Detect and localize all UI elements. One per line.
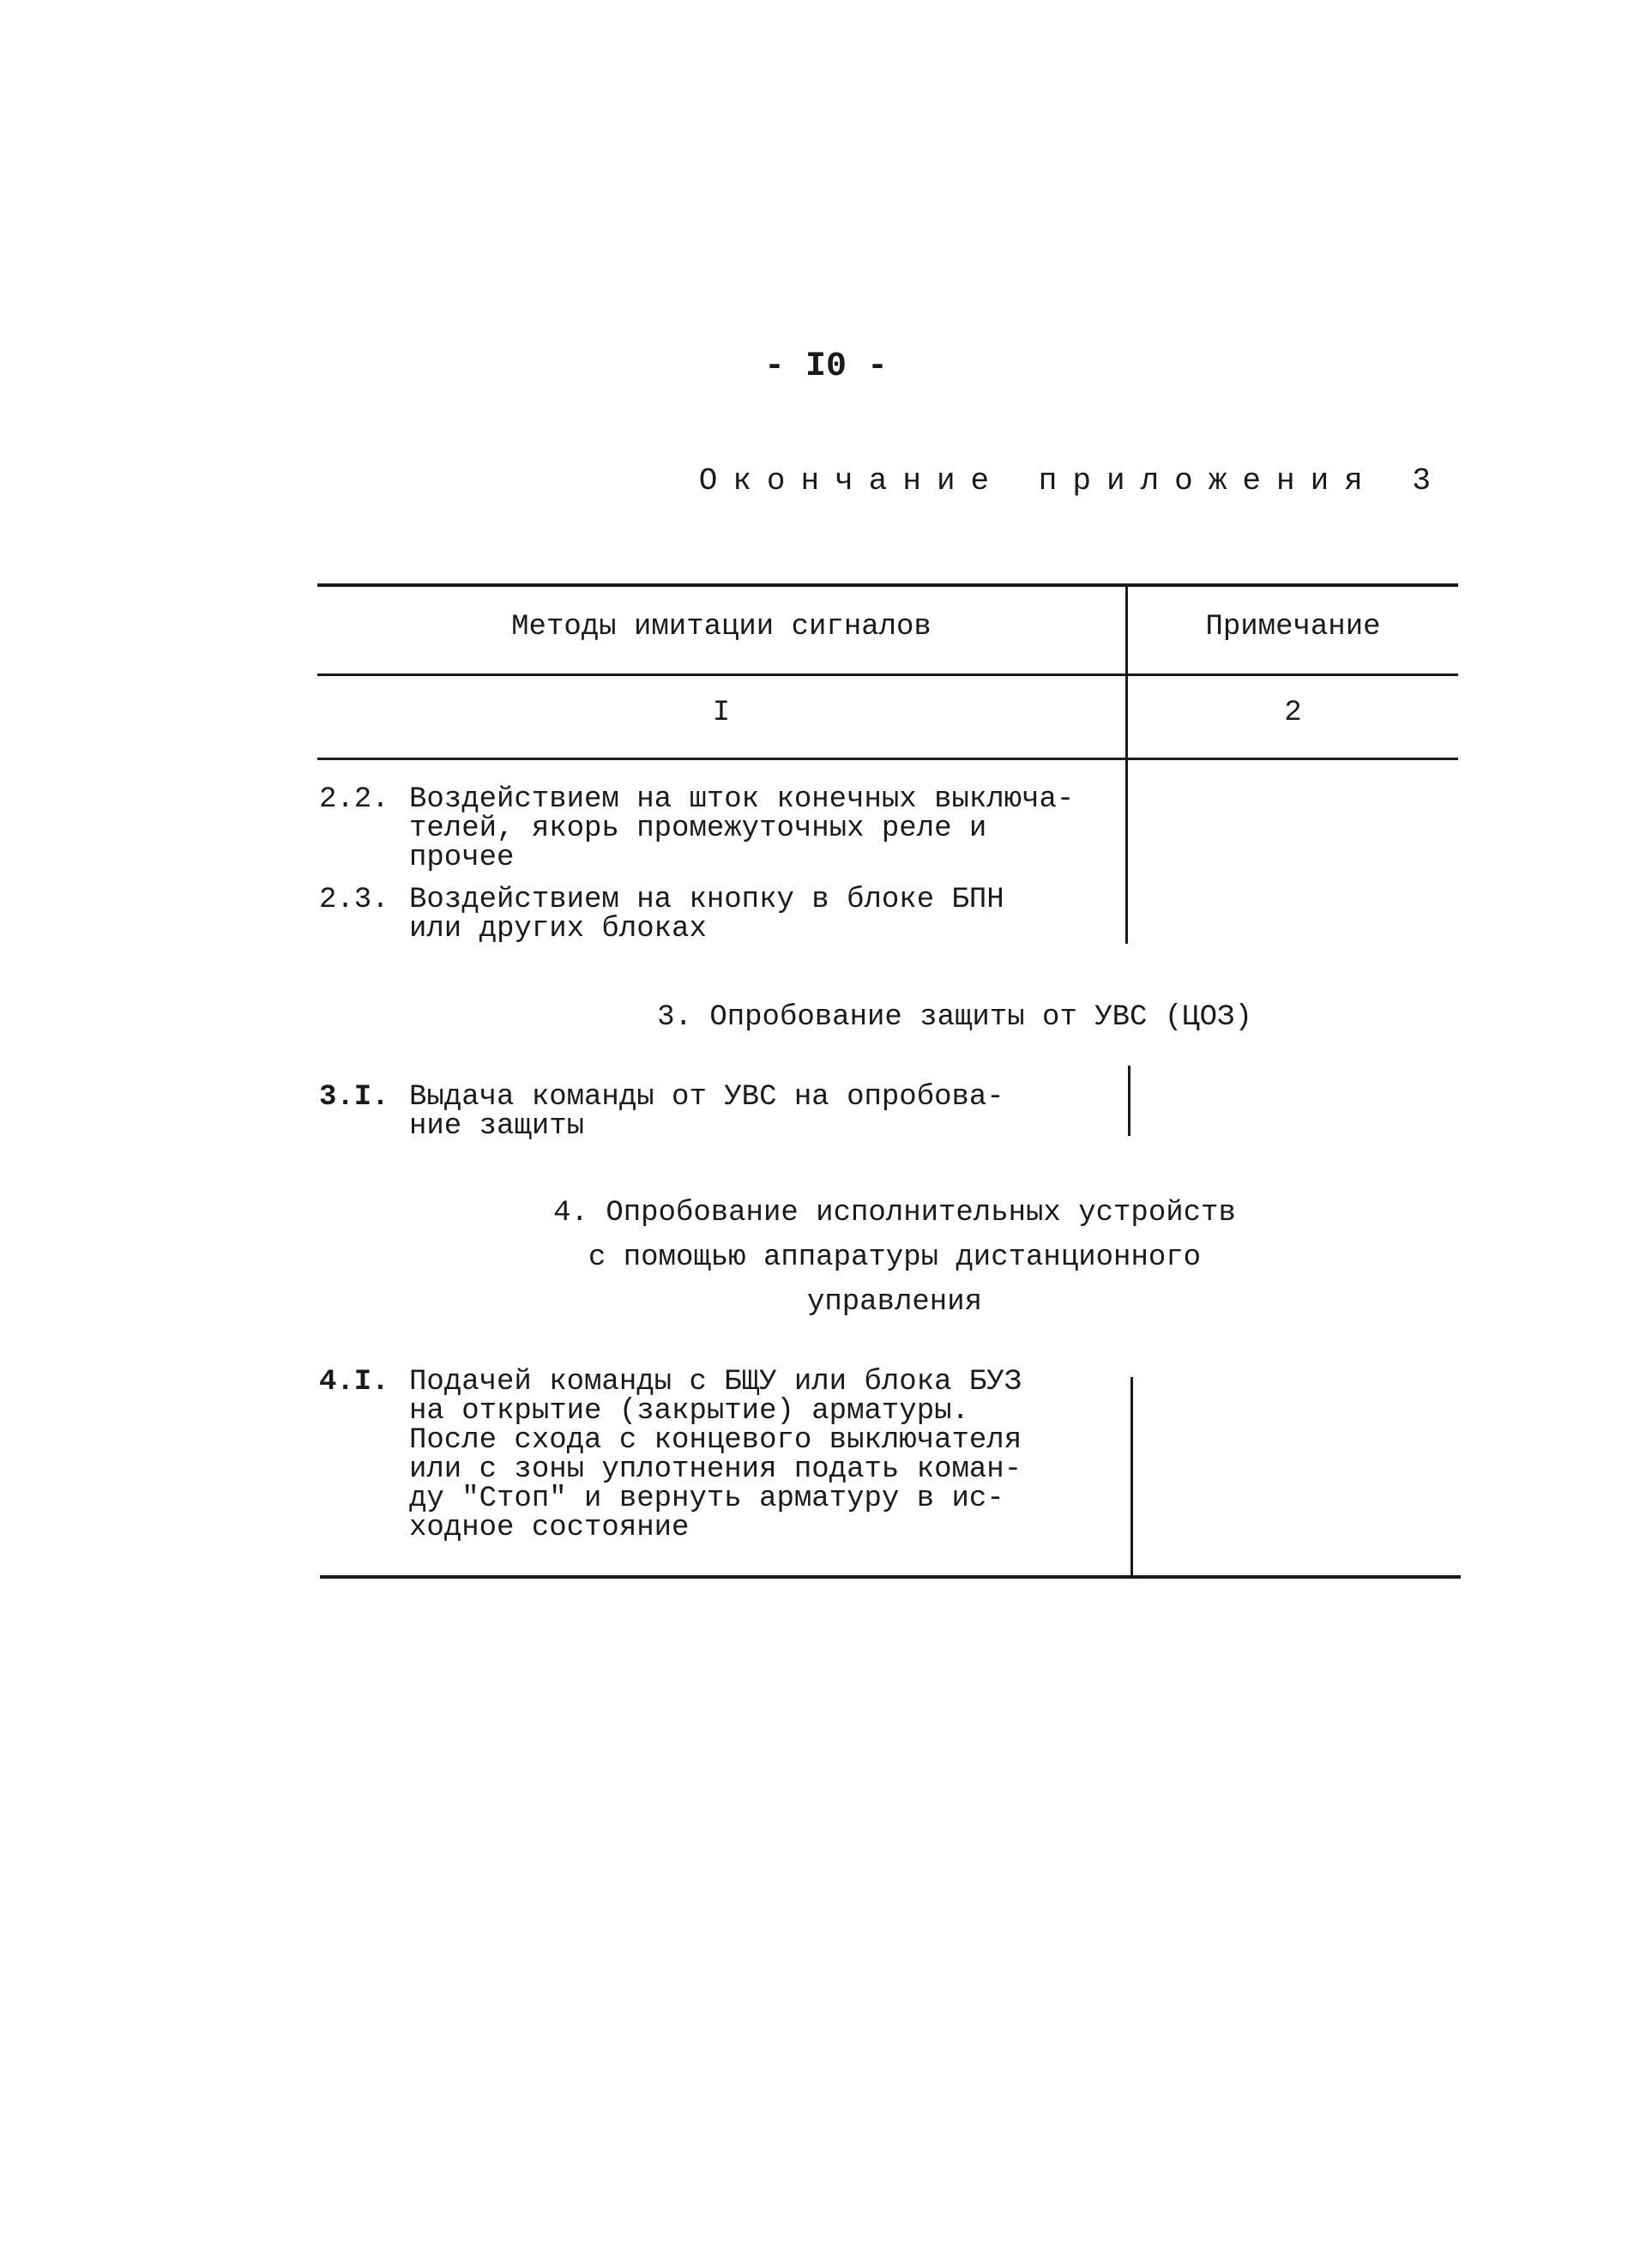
table-top-rule [317, 583, 1458, 587]
item-text: или с зоны уплотнения подать коман- [409, 1453, 1022, 1486]
item-text: ду "Стоп" и вернуть арматуру в ис- [409, 1483, 1004, 1515]
header-methods: Методы имитации сигналов [511, 611, 932, 643]
item-text: Воздействием на кнопку в блоке БПН [409, 884, 1004, 916]
list-item [319, 885, 1004, 944]
list-item [319, 1083, 1004, 1141]
item-number: 2.3. [319, 884, 389, 916]
item-number: 4.I. [319, 1366, 389, 1398]
appendix-title: Окончание приложения 3 [698, 463, 1446, 498]
list-item [319, 1368, 1022, 1543]
section-heading-3: 3. Опробование защиты от УВС (ЦОЗ) [657, 1001, 1252, 1034]
column-divider [1130, 1377, 1133, 1577]
column-number-2: 2 [1284, 697, 1302, 729]
table-numbers-rule [317, 758, 1458, 760]
item-text: Выдача команды от УВС на опробова- [409, 1081, 1004, 1114]
section-heading-4: 4. Опробование исполнительных устройств с помощью аппаратуры дистанционного управления [553, 1197, 1236, 1319]
item-text: ходное состояние [409, 1512, 690, 1544]
table-bottom-rule [320, 1575, 1461, 1579]
header-note: Примечание [1205, 611, 1381, 643]
column-divider [1128, 1066, 1130, 1136]
list-item [319, 785, 1074, 873]
item-text: После схода с концевого выключателя [409, 1424, 1022, 1457]
item-text: ние защиты [409, 1110, 585, 1143]
item-number: 2.2. [319, 783, 389, 816]
page-number: - I0 - [763, 347, 889, 386]
item-text: Воздействием на шток конечных выключа- [409, 783, 1075, 816]
item-text: телей, якорь промежуточных реле и [409, 812, 987, 845]
table-header-rule [317, 673, 1458, 676]
item-text: Подачей команды с БЩУ или блока БУЗ [409, 1366, 1022, 1398]
item-text: прочее [409, 842, 515, 874]
item-number: 3.I. [319, 1081, 389, 1114]
item-text: на открытие (закрытие) арматуры. [409, 1395, 969, 1428]
column-number-1: I [712, 697, 731, 729]
item-text: или других блоках [409, 913, 707, 945]
